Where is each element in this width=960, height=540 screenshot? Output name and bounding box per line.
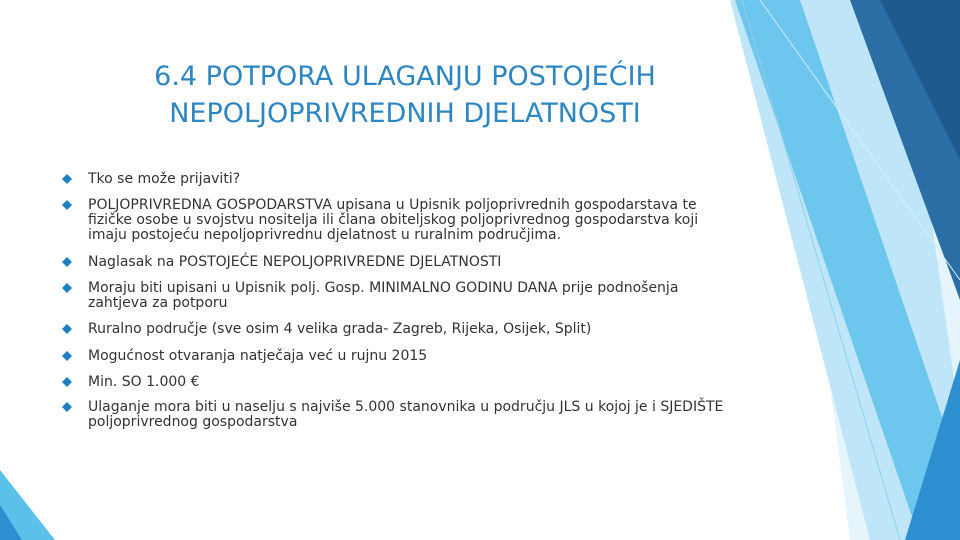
diamond-icon — [62, 324, 72, 334]
diamond-icon — [62, 283, 72, 293]
diamond-icon — [62, 174, 72, 184]
bullet-text: Min. SO 1.000 € — [88, 374, 200, 390]
bullet-text: Ruralno područje (sve osim 4 velika grada- Zagreb, Rijeka, Osijek, Split) — [88, 321, 592, 337]
bullet-item — [62, 281, 732, 311]
bullet-item — [62, 255, 732, 270]
bullet-item — [62, 322, 732, 337]
diamond-icon — [62, 351, 72, 361]
bullet-text: Ulaganje mora biti u naselju s najviše 5.000 stanovnika u području JLS u kojoj je i SJEDIŠTE poljoprivrednog gospodarstva — [88, 399, 724, 430]
slide-title-line-1: 6.4 POTPORA ULAGANJU POSTOJEĆIH — [154, 61, 656, 92]
bullet-item — [62, 198, 732, 243]
bullet-text: Tko se može prijaviti? — [88, 171, 241, 187]
bullet-item — [62, 400, 732, 430]
bullet-text: Naglasak na POSTOJEĆE NEPOLJOPRIVREDNE DJELATNOSTI — [88, 254, 502, 270]
bullet-text: POLJOPRIVREDNA GOSPODARSTVA upisana u Upisnik poljoprivrednih gospodarstava te fizičke osobe u svojstvu nositelja ili člana obiteljskog poljoprivrednog gospodarstva koji imaju postojeću nepoljoprivrednu djelatnost u ruralnim područjima. — [88, 197, 699, 243]
slide-title — [95, 58, 715, 132]
slide-title-line-2: NEPOLJOPRIVREDNIH DJELATNOSTI — [169, 98, 641, 129]
bullet-item — [62, 172, 732, 187]
diamond-icon — [62, 377, 72, 387]
diamond-icon — [62, 402, 72, 412]
diamond-icon — [62, 200, 72, 210]
bullet-list — [62, 172, 732, 430]
bullet-text: Mogućnost otvaranja natječaja već u rujnu 2015 — [88, 348, 428, 364]
bullet-item — [62, 375, 732, 390]
bullet-text: Moraju biti upisani u Upisnik polj. Gosp. MINIMALNO GODINU DANA prije podnošenja zahtjeva za potporu — [88, 280, 679, 311]
diamond-icon — [62, 257, 72, 267]
bullet-item — [62, 349, 732, 364]
